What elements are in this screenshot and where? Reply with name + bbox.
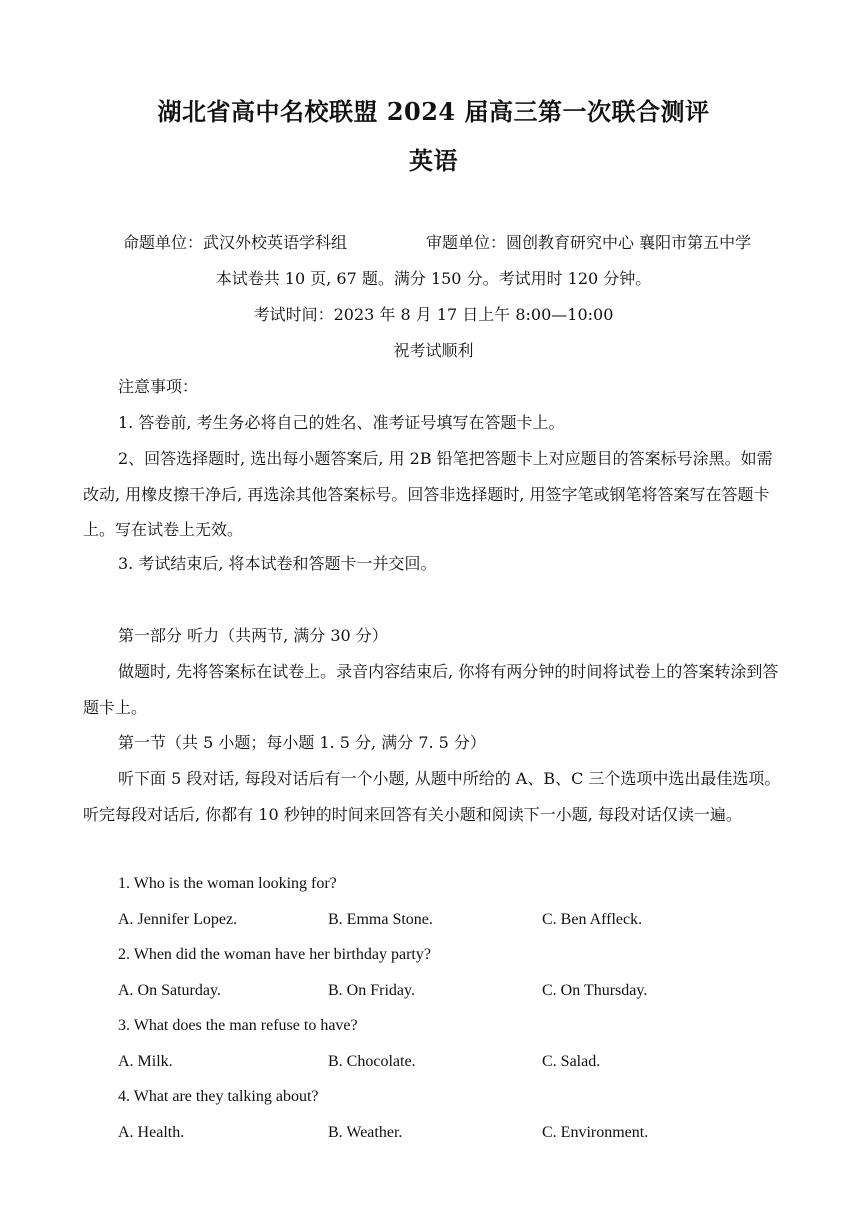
question-3-option-a: A. Milk. (118, 1053, 173, 1070)
part1-instructions: 做题时, 先将答案标在试卷上。录音内容结束后, 你将有两分钟的时间将试卷上的答案转涂到答题卡上。 (83, 662, 779, 717)
question-3-stem: 3. What does the man refuse to have? (118, 1017, 358, 1034)
exam-time: 考试时间：2023 年 8 月 17 日上午 8:00—10:00 (253, 305, 614, 324)
question-1-option-a: A. Jennifer Lopez. (118, 911, 238, 928)
good-luck-text: 祝考试顺利 (393, 341, 474, 360)
question-2-option-a: A. On Saturday. (118, 982, 221, 999)
section1-heading: 第一节（共 5 小题；每小题 1. 5 分, 满分 7. 5 分） (118, 733, 486, 752)
part1-heading: 第一部分 听力（共两节, 满分 30 分） (118, 626, 388, 645)
subject-title: 英语 (409, 146, 458, 175)
note-item-1: 1. 答卷前, 考生务必将自己的姓名、准考证号填写在答题卡上。 (118, 413, 565, 432)
question-4-option-a: A. Health. (118, 1124, 185, 1141)
reviewer-unit: 审题单位：圆创教育研究中心 襄阳市第五中学 (426, 233, 752, 252)
question-1-stem: 1. Who is the woman looking for? (118, 875, 337, 892)
question-1-option-b: B. Emma Stone. (328, 911, 433, 928)
question-2-stem: 2. When did the woman have her birthday party? (118, 946, 431, 963)
question-4-option-c: C. Environment. (542, 1124, 649, 1141)
section1-instructions: 听下面 5 段对话, 每段对话后有一个小题, 从题中所给的 A、B、C 三个选项中选出最佳选项。听完每段对话后, 你都有 10 秒钟的时间来回答有关小题和阅读下一小题, 每段对话仅读一遍。 (83, 769, 781, 824)
question-4-option-b: B. Weather. (328, 1124, 403, 1141)
paper-info: 本试卷共 10 页, 67 题。满分 150 分。考试用时 120 分钟。 (215, 269, 652, 288)
question-4-stem: 4. What are they talking about? (118, 1088, 319, 1105)
note-item-3: 3. 考试结束后, 将本试卷和答题卡一并交回。 (118, 554, 437, 573)
notes-heading: 注意事项： (118, 377, 199, 396)
question-3-option-b: B. Chocolate. (328, 1053, 416, 1070)
exam-title: 湖北省高中名校联盟 2024 届高三第一次联合测评 (157, 97, 710, 126)
note-item-2: 2、回答选择题时, 选出每小题答案后, 用 2B 铅笔把答题卡上对应题目的答案标号涂黑。如需改动, 用橡皮擦干净后, 再选涂其他答案标号。回答非选择题时, 用签字笔或钢笔将答案写在答题卡上。写在试卷上无效。 (83, 449, 773, 539)
setter-unit: 命题单位：武汉外校英语学科组 (123, 233, 348, 252)
question-3-option-c: C. Salad. (542, 1053, 601, 1070)
question-1-option-c: C. Ben Affleck. (542, 911, 643, 928)
question-2-option-c: C. On Thursday. (542, 982, 648, 999)
question-2-option-b: B. On Friday. (328, 982, 415, 999)
